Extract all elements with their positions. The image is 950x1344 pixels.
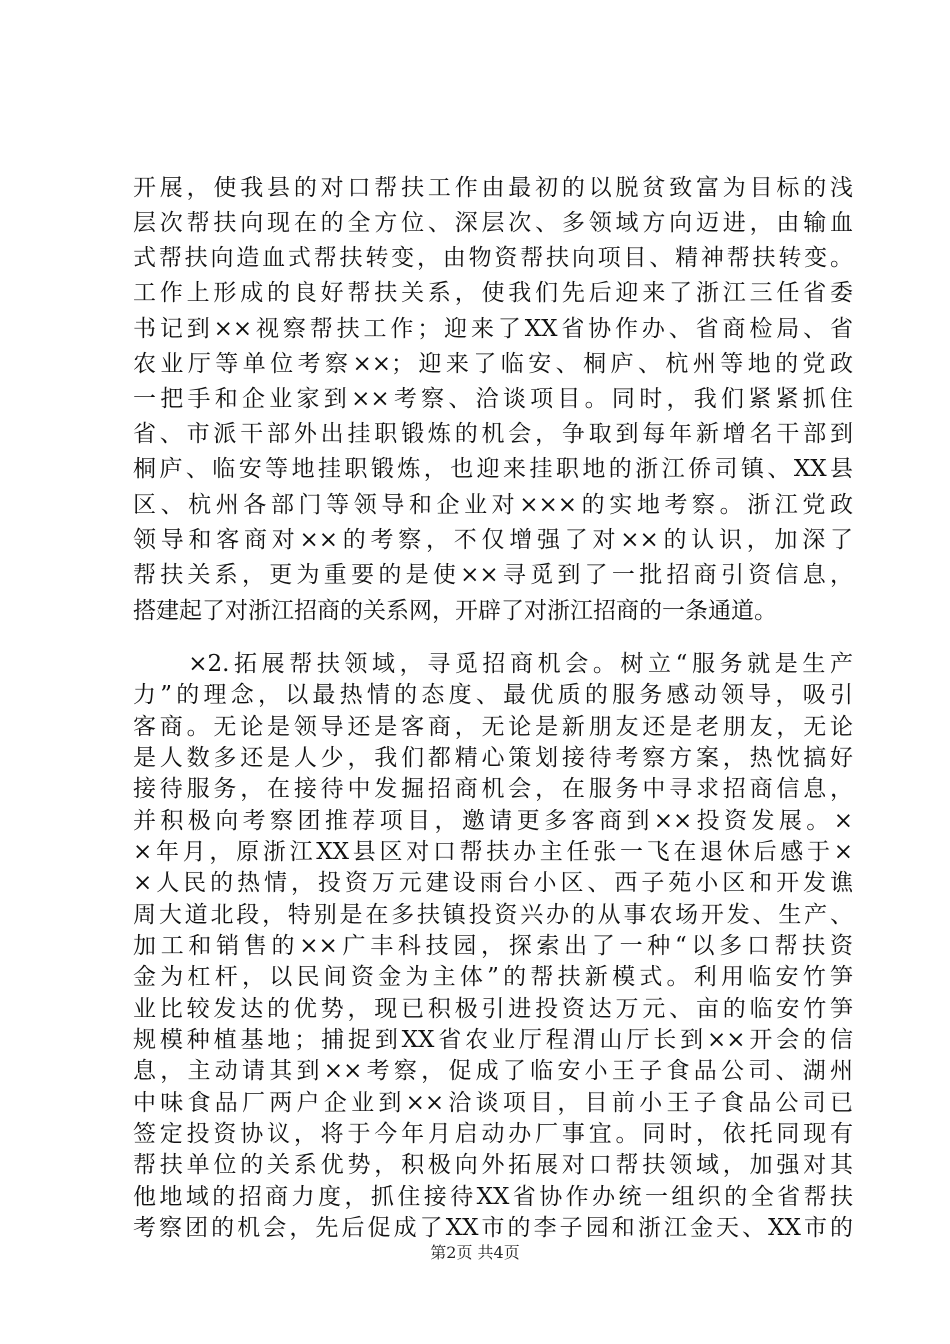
text-line: 是人数多还是人少，我们都精心策划接待考察方案，热忱搞好	[133, 745, 853, 771]
text-line: 搭建起了对浙江招商的关系网，开辟了对浙江招商的一条通道。	[133, 598, 777, 624]
text-line: 工作上形成的良好帮扶关系，使我们先后迎来了浙江三任省委	[133, 280, 853, 306]
text-line: 接待服务，在接待中发掘招商机会，在服务中寻求招商信息，	[133, 776, 853, 802]
text-line: 农业厅等单位考察××；迎来了临安、桐庐、杭州等地的党政	[133, 351, 853, 377]
text-line: 并积极向考察团推荐项目，邀请更多客商到××投资发展。×	[133, 808, 853, 834]
text-line: 加工和销售的××广丰科技园，探索出了一种“以多口帮扶资	[133, 933, 853, 959]
text-line: 规模种植基地；捕捉到XX省农业厅程渭山厅长到××开会的信	[133, 1027, 853, 1053]
text-line: 帮扶关系，更为重要的是使××寻觅到了一批招商引资信息，	[133, 562, 853, 588]
page-footer: 第2页 共4页	[430, 1243, 520, 1262]
text-line: 开展，使我县的对口帮扶工作由最初的以脱贫致富为目标的浅	[133, 175, 853, 201]
text-line: 帮扶单位的关系优势，积极向外拓展对口帮扶领域，加强对其	[133, 1152, 853, 1178]
text-line: 一把手和企业家到××考察、洽谈项目。同时，我们紧紧抓住	[133, 386, 853, 412]
text-line: 他地域的招商力度，抓住接待XX省协作办统一组织的全省帮扶	[133, 1184, 853, 1210]
text-line: 息，主动请其到××考察，促成了临安小王子食品公司、湖州	[133, 1058, 853, 1084]
text-line: 客商。无论是领导还是客商，无论是新朋友还是老朋友，无论	[133, 714, 853, 740]
text-line: 书记到××视察帮扶工作；迎来了XX省协作办、省商检局、省	[133, 316, 853, 342]
text-line: 考察团的机会，先后促成了XX市的李子园和浙江金天、XX市的	[133, 1215, 853, 1241]
text-line: 中味食品厂两户企业到××洽谈项目，目前小王子食品公司已	[133, 1090, 853, 1116]
text-line: 领导和客商对××的考察，不仅增强了对××的认识，加深了	[133, 527, 853, 553]
text-line: 金为杠杆，以民间资金为主体”的帮扶新模式。利用临安竹笋	[133, 964, 853, 990]
text-line: ×2.拓展帮扶领域，寻觅招商机会。树立“服务就是生产	[133, 651, 853, 677]
text-line: 区、杭州各部门等领导和企业对×××的实地考察。浙江党政	[133, 492, 853, 518]
text-line: ×人民的热情，投资万元建设雨台小区、西子苑小区和开发谯	[133, 870, 853, 896]
text-line: 层次帮扶向现在的全方位、深层次、多领域方向迈进，由输血	[133, 210, 853, 236]
text-line: ×年月，原浙江XX县区对口帮扶办主任张一飞在退休后感于×	[133, 839, 853, 865]
text-line: 省、市派干部外出挂职锻炼的机会，争取到每年新增名干部到	[133, 421, 853, 447]
text-line: 桐庐、临安等地挂职锻炼，也迎来挂职地的浙江侨司镇、XX县	[133, 456, 853, 482]
text-line: 周大道北段，特别是在多扶镇投资兴办的从事农场开发、生产、	[133, 902, 853, 928]
text-line: 业比较发达的优势，现已积极引进投资达万元、亩的临安竹笋	[133, 996, 853, 1022]
text-line: 力”的理念，以最热情的态度、最优质的服务感动领导，吸引	[133, 682, 853, 708]
text-line: 式帮扶向造血式帮扶转变，由物资帮扶向项目、精神帮扶转变。	[133, 245, 853, 271]
text-line: 签定投资协议，将于今年月启动办厂事宜。同时，依托同现有	[133, 1121, 853, 1147]
